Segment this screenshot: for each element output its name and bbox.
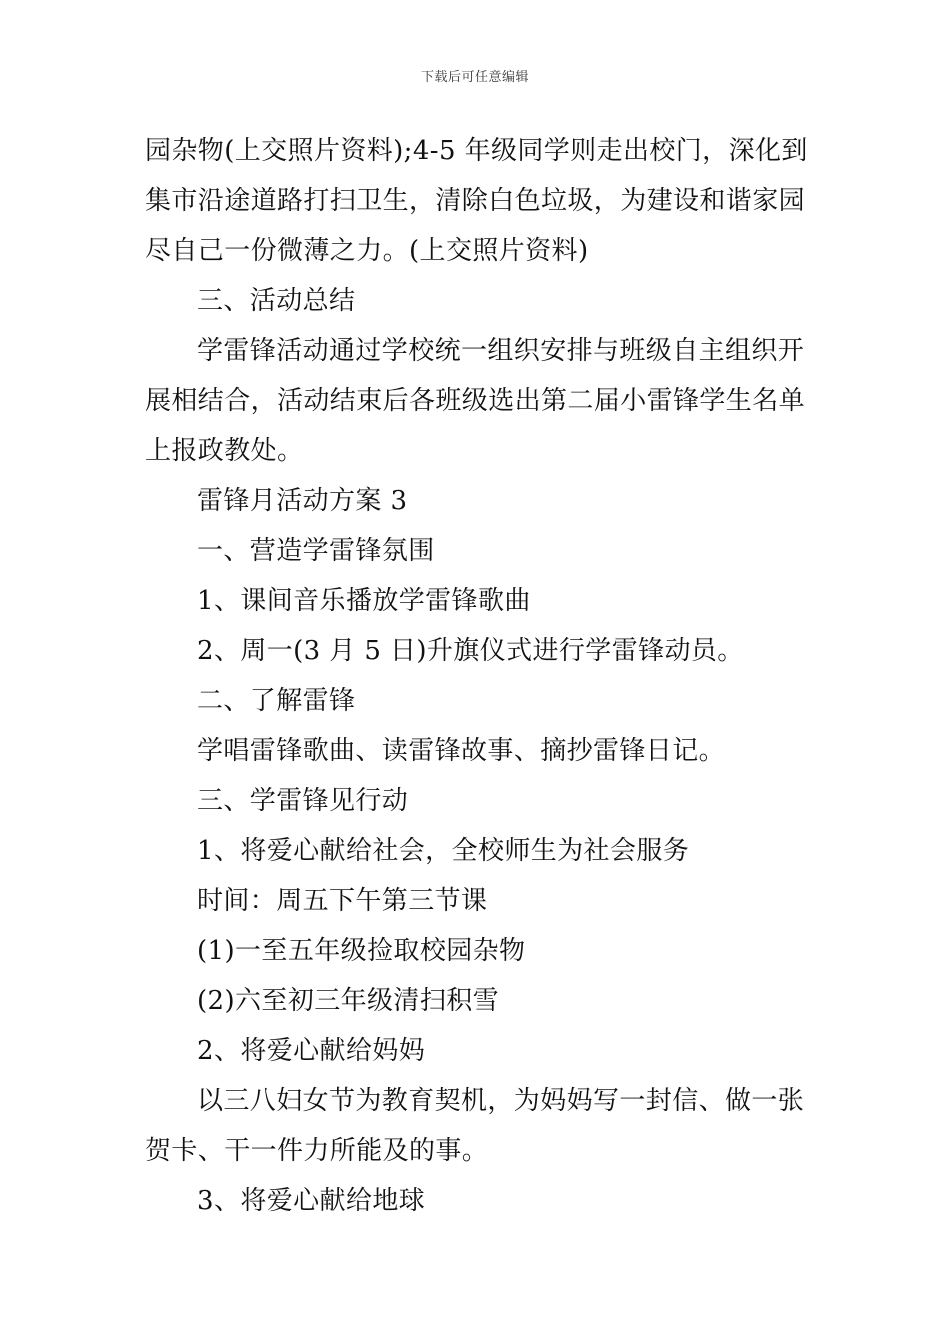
section-heading: 一、营造学雷锋氛围	[197, 536, 435, 566]
list-item: (2)六至初三年级清扫积雪	[197, 986, 500, 1016]
document-body	[145, 126, 810, 1226]
list-item: 3、将爱心献给地球	[197, 1186, 426, 1216]
list-item: 1、课间音乐播放学雷锋歌曲	[197, 586, 531, 616]
paragraph-line: 贺卡、干一件力所能及的事。	[145, 1136, 489, 1166]
paragraph-line: 时间：周五下午第三节课	[197, 886, 488, 916]
paragraph-line: 展相结合，活动结束后各班级选出第二届小雷锋学生名单	[145, 386, 806, 416]
page-header: 下载后可任意编辑	[420, 70, 529, 85]
list-item: 1、将爱心献给社会，全校师生为社会服务	[197, 836, 690, 866]
list-item: (1)一至五年级捡取校园杂物	[197, 936, 526, 966]
paragraph-line: 集市沿途道路打扫卫生，清除白色垃圾，为建设和谐家园	[145, 186, 806, 216]
section-heading: 三、学雷锋见行动	[197, 786, 409, 816]
paragraph-line: 以三八妇女节为教育契机，为妈妈写一封信、做一张	[197, 1086, 805, 1116]
paragraph-line: 园杂物(上交照片资料);4-5 年级同学则走出校门，深化到	[145, 136, 808, 166]
section-heading: 二、了解雷锋	[197, 686, 356, 716]
section-heading: 三、活动总结	[197, 286, 356, 316]
paragraph-line: 上报政教处。	[145, 436, 304, 466]
paragraph-line: 尽自己一份微薄之力。(上交照片资料)	[145, 236, 589, 266]
list-item: 2、周一(3 月 5 日)升旗仪式进行学雷锋动员。	[197, 636, 744, 666]
paragraph-line: 学唱雷锋歌曲、读雷锋故事、摘抄雷锋日记。	[197, 736, 726, 766]
list-item: 2、将爱心献给妈妈	[197, 1036, 426, 1066]
paragraph-line: 学雷锋活动通过学校统一组织安排与班级自主组织开	[197, 336, 805, 366]
plan-title: 雷锋月活动方案 3	[197, 486, 408, 516]
